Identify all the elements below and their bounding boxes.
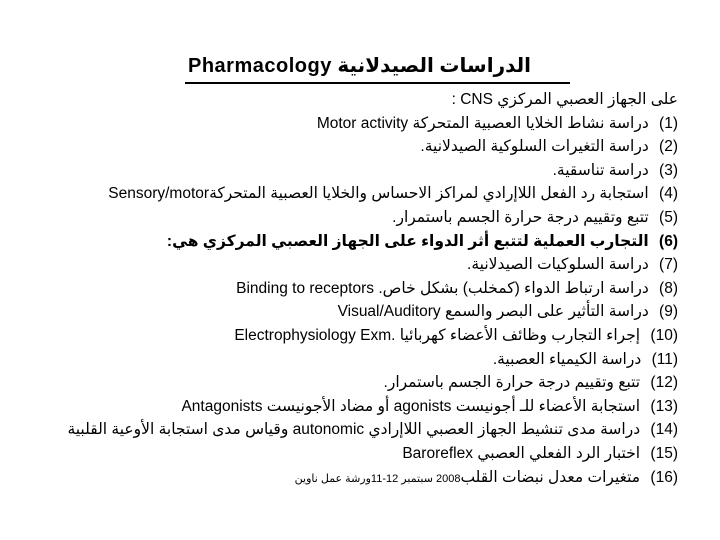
item-text: دراسة ارتباط الدواء (كمخلب) بشكل خاص. <box>378 279 649 297</box>
list-item-16 <box>20 466 678 492</box>
title-arabic: الدراسات الصيدلانية <box>337 55 531 77</box>
list-item-11 <box>20 348 678 372</box>
cns-heading <box>20 88 678 112</box>
list-item-15 <box>20 442 678 466</box>
slide-title <box>188 52 568 80</box>
item-number: (7) <box>659 256 678 274</box>
item-text: دراسة التأثير على البصر والسمع <box>444 303 649 321</box>
item-text: دراسة التغيرات السلوكية الصيدلانية. <box>420 138 649 156</box>
item-number: (6) <box>659 232 678 250</box>
item-text: إجراء التجارب وظائف الأعضاء كهربائيا <box>399 326 641 344</box>
item-number: (9) <box>659 303 678 321</box>
item-number: (13) <box>650 397 678 415</box>
list-item-10 <box>20 324 678 348</box>
item-number: (11) <box>651 350 678 368</box>
list-item-13 <box>20 395 678 419</box>
cns-heading-colon: : <box>451 91 456 108</box>
item-number: (14) <box>650 421 678 439</box>
title-underline <box>185 82 570 84</box>
item-number: (4) <box>659 185 678 203</box>
item-number: (5) <box>659 208 678 226</box>
item-number: (12) <box>650 374 678 392</box>
item-text: دراسة نشاط الخلايا العصبية المتحركة <box>412 114 649 132</box>
item-latin: Binding to receptors <box>236 279 374 297</box>
item-latin-mid: autonomic <box>292 421 365 439</box>
cns-heading-text: على الجهاز العصبي المركزي <box>497 91 678 108</box>
item-latin: Electrophysiology Exm. <box>234 326 396 344</box>
item-latin: Motor activity <box>316 114 409 132</box>
list-item-14 <box>20 418 678 442</box>
slide-body <box>20 88 678 491</box>
title-text <box>188 52 568 80</box>
item-text: تتبع وتقييم درجة حرارة الجسم باستمرار. <box>383 374 641 392</box>
item-text-before: دراسة مدى تنشيط الجهاز العصبي اللاإرادي <box>368 421 641 439</box>
item-latin: Sensory/motor <box>108 185 210 203</box>
list-item-9 <box>20 300 678 324</box>
item-latin: Visual/Auditory <box>337 303 441 321</box>
item-number: (8) <box>659 279 678 297</box>
item-text-before: استجابة الأعضاء للـ أجونيست <box>455 397 641 415</box>
item-text: متغيرات معدل نبضات القلب <box>460 468 641 486</box>
item-number: (1) <box>659 114 678 132</box>
item-number: (15) <box>650 444 678 462</box>
list-item-5 <box>20 206 678 230</box>
item-latin: Baroreflex <box>402 444 473 462</box>
item-number: (10) <box>650 326 678 344</box>
list-item-2 <box>20 135 678 159</box>
cns-heading-latin: CNS <box>460 91 493 108</box>
list-item-12 <box>20 371 678 395</box>
list-item-7 <box>20 253 678 277</box>
item-number: (16) <box>650 468 678 486</box>
item-latin: Antagonists <box>181 397 263 415</box>
list-item-1 <box>20 112 678 136</box>
item-text: اختبار الرد الفعلي العصبي <box>477 444 641 462</box>
item-text-after: وقياس مدى استجابة الأوعية القلبية <box>67 421 289 439</box>
list-item-8 <box>20 277 678 301</box>
list-item-6 <box>20 230 678 254</box>
item-text: التجارب العملية لتتبع أثر الدواء على الجهاز العصبي المركزي هي: <box>166 232 649 250</box>
item-text: دراسة السلوكيات الصيدلانية. <box>467 256 649 274</box>
item-text-after: أو مضاد الأجونيست <box>266 397 390 415</box>
item-number: (2) <box>659 138 678 156</box>
list-item-4 <box>20 182 678 206</box>
footer-note: 2008 سبتمبر 12-11ورشة عمل ناوين <box>294 472 461 485</box>
item-text: تتبع وتقييم درجة حرارة الجسم باستمرار. <box>392 208 649 226</box>
item-text: دراسة تناسقية. <box>552 161 649 179</box>
item-text: دراسة الكيمياء العصبية. <box>492 350 642 368</box>
item-text: استجابة رد الفعل اللاإرادي لمراكز الاحساس والخلايا العصبية المتحركة <box>209 185 649 203</box>
item-latin-mid: agonists <box>393 397 452 415</box>
list-item-3 <box>20 159 678 183</box>
title-latin: Pharmacology <box>188 55 332 77</box>
item-number: (3) <box>659 161 678 179</box>
